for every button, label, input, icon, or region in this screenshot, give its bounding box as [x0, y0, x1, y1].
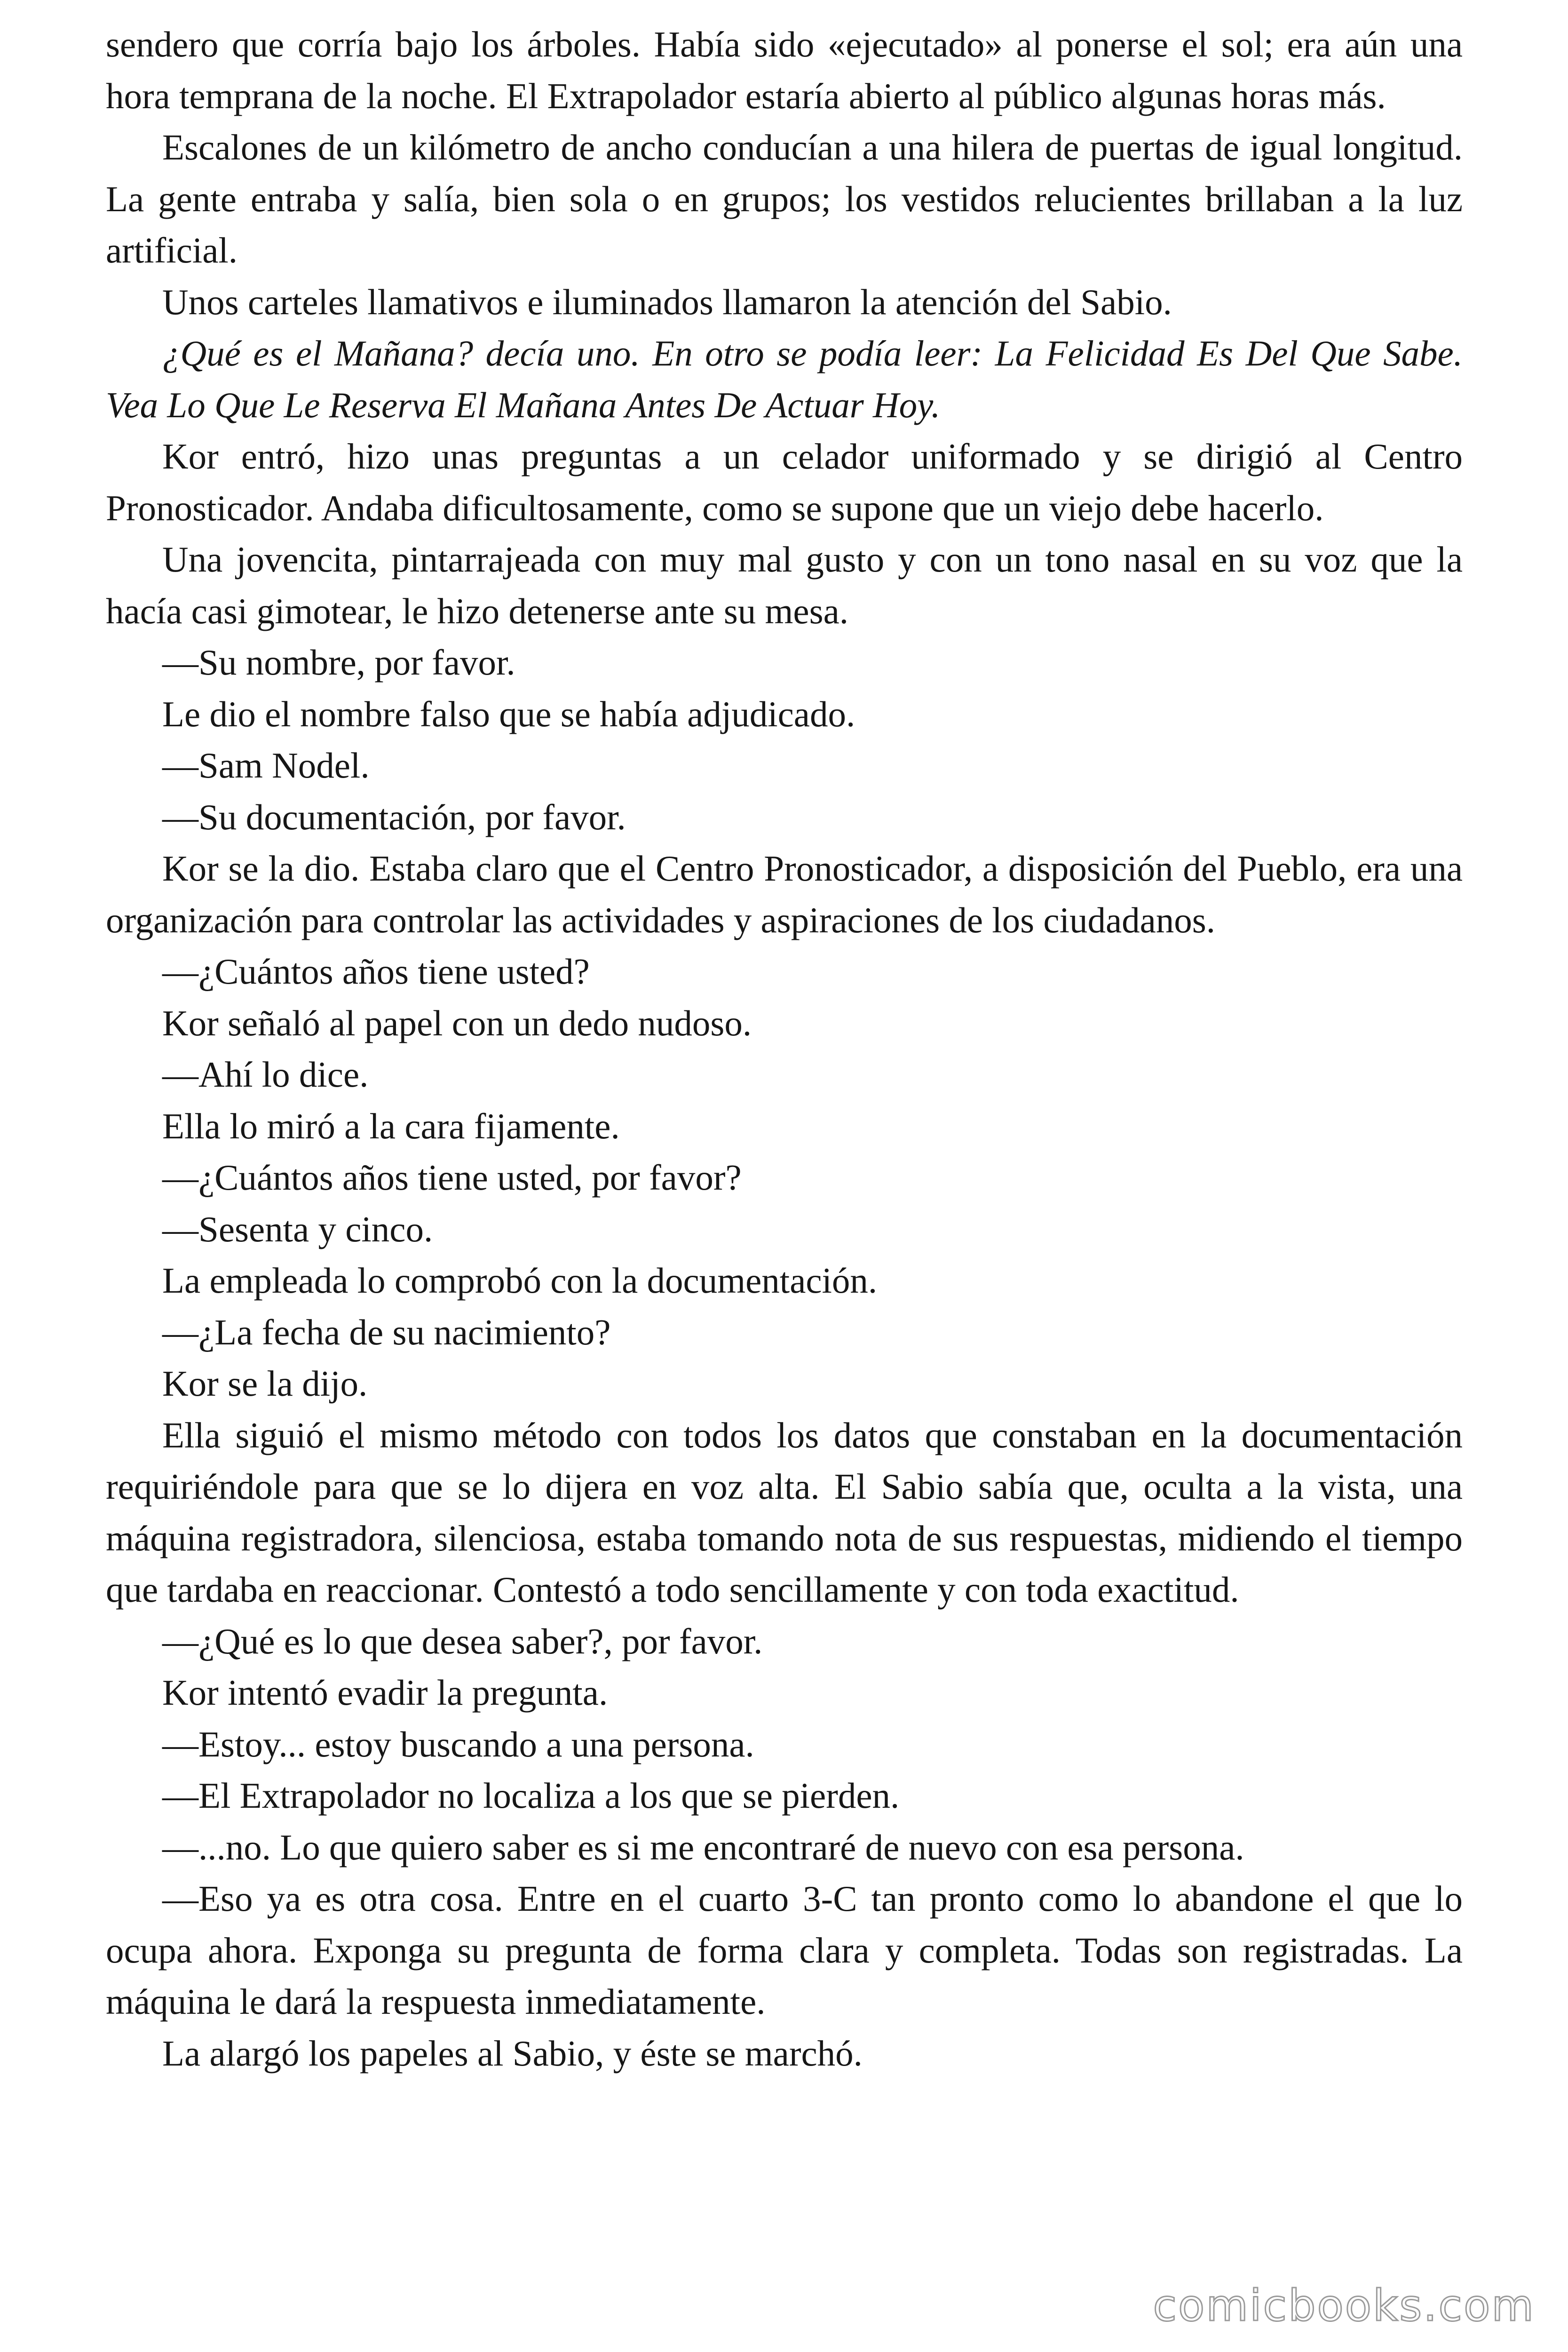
- dialogue-line: —...no. Lo que quiero saber es si me encontraré de nuevo con esa persona.: [162, 1827, 1244, 1867]
- paragraph: Kor señaló al papel con un dedo nudoso.: [162, 1002, 752, 1043]
- dialogue-line: —¿Qué es lo que desea saber?, por favor.: [162, 1621, 763, 1661]
- paragraph: Kor entró, hizo unas preguntas a un celador uniformado y se dirigió al Centro Pronosticador. Andaba dificultosamente, como se supone que un viejo debe hacerlo.: [106, 436, 1463, 528]
- paragraph-italic: ¿Qué es el Mañana? decía uno. En otro se podía leer: La Felicidad Es Del Que Sabe. Vea Lo Que Le Reserva El Mañana Antes De Actuar Hoy.: [106, 333, 1463, 425]
- paragraph: Le dio el nombre falso que se había adjudicado.: [162, 693, 855, 734]
- paragraph: Unos carteles llamativos e iluminados llamaron la atención del Sabio.: [162, 281, 1172, 322]
- dialogue-line: —Estoy... estoy buscando a una persona.: [162, 1724, 754, 1764]
- dialogue-line: —Su nombre, por favor.: [162, 642, 515, 683]
- dialogue-line: —Sesenta y cinco.: [162, 1208, 433, 1249]
- paragraph: Ella siguió el mismo método con todos los datos que constaban en la documentación requiriéndole para que se lo dijera en voz alta. El Sabio sabía que, oculta a la vista, una máquina registradora, silenciosa, estaba tomando nota de sus respuestas, midiendo el tiempo que tardaba en reaccionar. Contestó a todo sencillamente y con toda exactitud.: [106, 1414, 1463, 1610]
- dialogue-line: —Sam Nodel.: [162, 745, 370, 786]
- paragraph: Escalones de un kilómetro de ancho conducían a una hilera de puertas de igual longitud. La gente entraba y salía, bien sola o en grupos; los vestidos relucientes brillaban a la luz artificial.: [106, 127, 1463, 270]
- dialogue-line: —Ahí lo dice.: [162, 1054, 369, 1095]
- paragraph: Kor se la dijo.: [162, 1363, 368, 1404]
- page-text: [106, 19, 1463, 2079]
- dialogue-line: —¿Cuántos años tiene usted, por favor?: [162, 1157, 742, 1198]
- dialogue-line: —¿La fecha de su nacimiento?: [162, 1311, 611, 1352]
- dialogue-line: —Su documentación, por favor.: [162, 796, 626, 837]
- paragraph: sendero que corría bajo los árboles. Había sido «ejecutado» al ponerse el sol; era aún una hora temprana de la noche. El Extrapolador estaría abierto al público algunas horas más.: [106, 24, 1463, 116]
- dialogue-line: —Eso ya es otra cosa. Entre en el cuarto 3-C tan pronto como lo abandone el que lo ocupa ahora. Exponga su pregunta de forma clara y completa. Todas son registradas. La máquina le dará la respuesta inmediatamente.: [106, 1878, 1463, 2022]
- paragraph: Kor se la dio. Estaba claro que el Centro Pronosticador, a disposición del Pueblo, era una organización para controlar las actividades y aspiraciones de los ciudadanos.: [106, 848, 1463, 940]
- dialogue-line: —¿Cuántos años tiene usted?: [162, 951, 590, 992]
- dialogue-line: —El Extrapolador no localiza a los que se pierden.: [162, 1775, 900, 1816]
- paragraph: La empleada lo comprobó con la documentación.: [162, 1260, 878, 1301]
- paragraph: Kor intentó evadir la pregunta.: [162, 1672, 608, 1713]
- watermark: comicbooks.com: [1153, 2280, 1535, 2331]
- paragraph: Una jovencita, pintarrajeada con muy mal gusto y con un tono nasal en su voz que la hacía casi gimotear, le hizo detenerse ante su mesa.: [106, 539, 1463, 631]
- paragraph: La alargó los papeles al Sabio, y éste se marchó.: [162, 2033, 863, 2074]
- paragraph: Ella lo miró a la cara fijamente.: [162, 1105, 620, 1146]
